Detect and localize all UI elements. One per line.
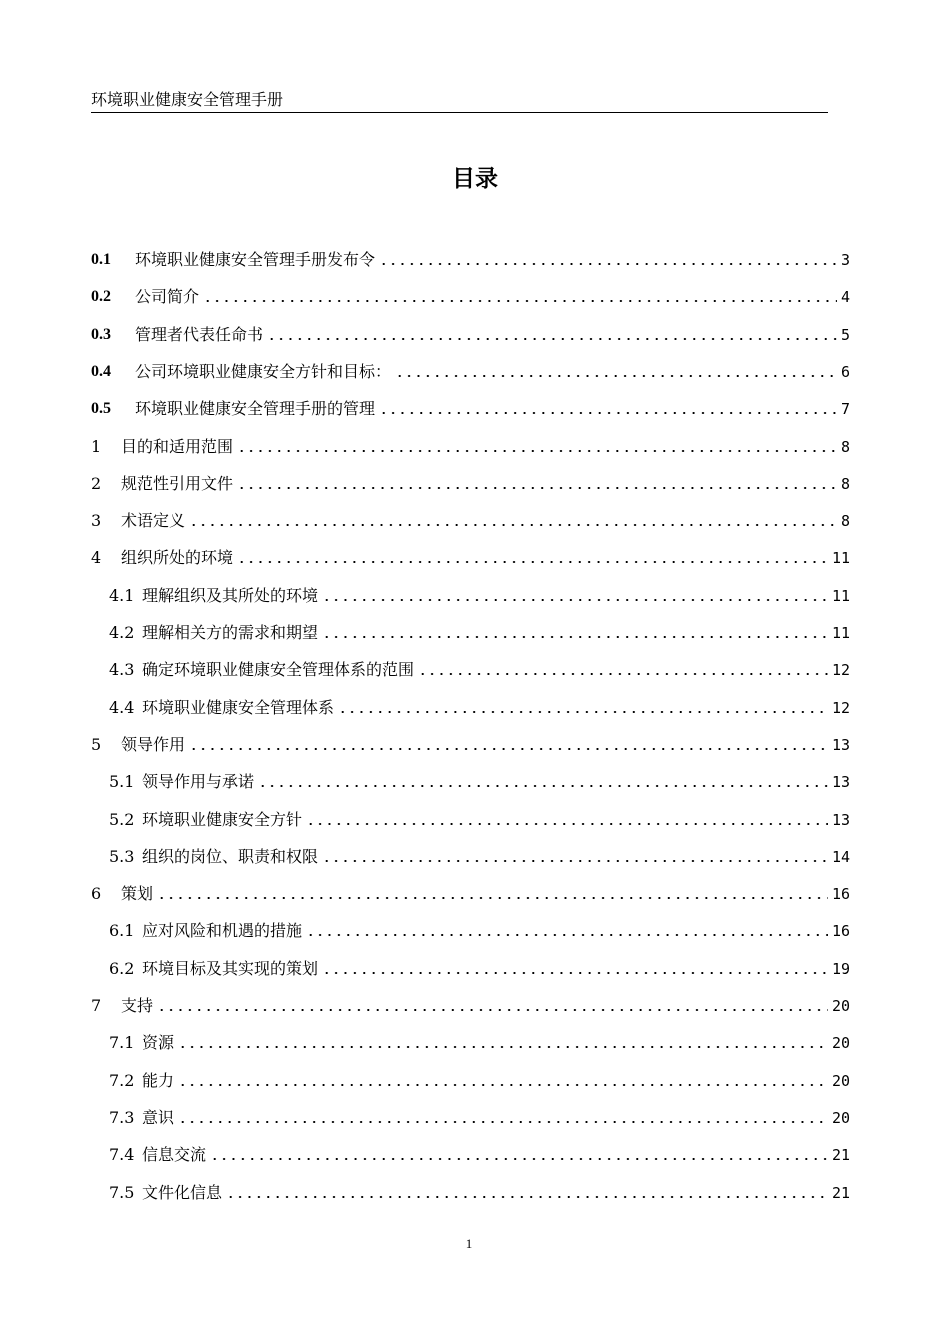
toc-entry[interactable] (91, 432, 850, 458)
toc-entry-number: 4.4 (109, 698, 135, 717)
toc-dot-leader (189, 747, 828, 751)
toc-entry-page: 20 (831, 1034, 850, 1052)
toc-dot-leader (322, 971, 828, 975)
toc-entry-title: 环境职业健康安全方针 (142, 810, 303, 829)
toc-entry[interactable] (109, 1178, 850, 1204)
toc-entry[interactable] (91, 282, 850, 308)
toc-entry[interactable] (91, 543, 850, 569)
toc-entry-title: 管理者代表任命书 (135, 325, 264, 344)
toc-dot-leader (178, 1083, 828, 1087)
toc-entry-title: 确定环境职业健康安全管理体系的范围 (142, 660, 415, 679)
toc-entry-title: 公司简介 (135, 287, 200, 306)
toc-entry-page: 5 (840, 326, 850, 344)
toc-entry-number: 1 (91, 437, 102, 456)
toc-entry[interactable] (109, 1066, 850, 1092)
toc-entry[interactable] (109, 618, 850, 644)
header-title: 环境职业健康安全管理手册 (91, 90, 284, 109)
toc-entry[interactable] (109, 805, 850, 831)
toc-entry[interactable] (91, 506, 850, 532)
toc-entry-number: 4.2 (109, 623, 135, 642)
document-title: 目录 (452, 166, 498, 192)
toc-entry-page: 21 (831, 1184, 850, 1202)
toc-entry-page: 4 (840, 288, 850, 306)
toc-entry[interactable] (91, 469, 850, 495)
toc-entry-number: 4.3 (109, 660, 135, 679)
toc-dot-leader (306, 933, 828, 937)
toc-entry-number: 6.2 (109, 959, 135, 978)
toc-entry-number: 7.5 (109, 1183, 135, 1202)
toc-entry-number: 6 (91, 884, 102, 903)
toc-dot-leader (379, 411, 837, 415)
toc-entry[interactable] (91, 357, 850, 383)
toc-entry-page: 8 (840, 512, 850, 530)
toc-entry-page: 11 (831, 549, 850, 567)
toc-entry-title: 环境目标及其实现的策划 (142, 959, 319, 978)
toc-dot-leader (178, 1120, 828, 1124)
toc-entry-title: 能力 (142, 1071, 175, 1090)
toc-entry-number: 5.1 (109, 772, 135, 791)
toc-entry-page: 14 (831, 848, 850, 866)
toc-dot-leader (203, 299, 837, 303)
toc-entry-title: 领导作用与承诺 (142, 772, 255, 791)
toc-entry-title: 组织的岗位、职责和权限 (142, 847, 319, 866)
toc-entry[interactable] (91, 879, 850, 905)
toc-entry-number: 7 (91, 996, 102, 1015)
toc-entry-number: 0.1 (91, 251, 111, 268)
toc-entry-title: 环境职业健康安全管理手册的管理 (135, 399, 376, 418)
toc-entry-page: 20 (831, 997, 850, 1015)
toc-entry-number: 5 (91, 735, 102, 754)
toc-dot-leader (395, 374, 837, 378)
toc-entry-page: 16 (831, 885, 850, 903)
toc-entry-number: 4.1 (109, 586, 135, 605)
toc-entry-page: 20 (831, 1109, 850, 1127)
toc-entry[interactable] (109, 1103, 850, 1129)
toc-entry[interactable] (91, 730, 850, 756)
toc-entry[interactable] (109, 581, 850, 607)
toc-entry-number: 0.3 (91, 326, 111, 343)
toc-entry-number: 6.1 (109, 921, 135, 940)
toc-entry-page: 16 (831, 922, 850, 940)
toc-entry-page: 12 (831, 661, 850, 679)
toc-entry-number: 0.4 (91, 363, 111, 380)
toc-dot-leader (157, 1008, 828, 1012)
toc-entry-title: 目的和适用范围 (121, 437, 234, 456)
toc-entry[interactable] (109, 1028, 850, 1054)
toc-entry-page: 3 (840, 251, 850, 269)
toc-entry-page: 13 (831, 736, 850, 754)
toc-entry-title: 应对风险和机遇的措施 (142, 921, 303, 940)
toc-entry[interactable] (109, 655, 850, 681)
toc-entry-title: 公司环境职业健康安全方针和目标： (135, 362, 392, 381)
toc-entry-title: 资源 (142, 1033, 175, 1052)
toc-entry-number: 5.2 (109, 810, 135, 829)
toc-entry-page: 8 (840, 438, 850, 456)
toc-entry-page: 21 (831, 1146, 850, 1164)
toc-entry-number: 7.1 (109, 1033, 135, 1052)
toc-entry-number: 0.5 (91, 400, 111, 417)
toc-entry-title: 环境职业健康安全管理手册发布令 (135, 250, 376, 269)
toc-entry-title: 环境职业健康安全管理体系 (142, 698, 335, 717)
toc-dot-leader (258, 784, 828, 788)
toc-entry-page: 13 (831, 811, 850, 829)
toc-entry-number: 5.3 (109, 847, 135, 866)
toc-entry-number: 7.3 (109, 1108, 135, 1127)
page-number: 1 (465, 1236, 473, 1251)
toc-entry-title: 策划 (121, 884, 154, 903)
toc-dot-leader (178, 1045, 828, 1049)
toc-entry-page: 19 (831, 960, 850, 978)
toc-entry-title: 术语定义 (121, 511, 186, 530)
toc-entry-number: 4 (91, 548, 102, 567)
toc-entry[interactable] (91, 991, 850, 1017)
toc-entry-page: 20 (831, 1072, 850, 1090)
toc-dot-leader (322, 598, 828, 602)
toc-entry-page: 11 (831, 624, 850, 642)
toc-dot-leader (157, 896, 828, 900)
toc-entry-title: 理解相关方的需求和期望 (142, 623, 319, 642)
toc-entry-title: 意识 (142, 1108, 175, 1127)
toc-entry-number: 7.4 (109, 1145, 135, 1164)
toc-entry-number: 3 (91, 511, 102, 530)
toc-entry-page: 13 (831, 773, 850, 791)
toc-dot-leader (379, 262, 837, 266)
toc-entry-title: 文件化信息 (142, 1183, 223, 1202)
toc-dot-leader (306, 822, 828, 826)
toc-dot-leader (418, 672, 828, 676)
toc-entry-page: 6 (840, 363, 850, 381)
toc-entry-page: 12 (831, 699, 850, 717)
toc-entry-title: 领导作用 (121, 735, 186, 754)
toc-entry[interactable] (109, 693, 850, 719)
toc-dot-leader (237, 486, 837, 490)
toc-entry-title: 支持 (121, 996, 154, 1015)
toc-entry[interactable] (109, 842, 850, 868)
toc-entry-number: 7.2 (109, 1071, 135, 1090)
toc-dot-leader (226, 1195, 828, 1199)
toc-entry-number: 0.2 (91, 288, 111, 305)
toc-dot-leader (322, 859, 828, 863)
toc-entry[interactable] (109, 954, 850, 980)
toc-dot-leader (267, 337, 837, 341)
toc-entry-title: 规范性引用文件 (121, 474, 234, 493)
toc-dot-leader (237, 449, 837, 453)
toc-entry-title: 组织所处的环境 (121, 548, 234, 567)
toc-dot-leader (322, 635, 828, 639)
toc-entry[interactable] (91, 394, 850, 420)
toc-entry[interactable] (91, 320, 850, 346)
toc-entry[interactable] (109, 1140, 850, 1166)
toc-dot-leader (338, 710, 828, 714)
toc-entry-number: 2 (91, 474, 102, 493)
toc-dot-leader (237, 560, 828, 564)
toc-entry[interactable] (91, 245, 850, 271)
toc-entry[interactable] (109, 767, 850, 793)
toc-entry-page: 11 (831, 587, 850, 605)
toc-dot-leader (210, 1157, 828, 1161)
toc-entry-title: 理解组织及其所处的环境 (142, 586, 319, 605)
toc-entry-page: 8 (840, 475, 850, 493)
toc-dot-leader (189, 523, 837, 527)
toc-entry[interactable] (109, 916, 850, 942)
toc-entry-title: 信息交流 (142, 1145, 207, 1164)
toc-entry-page: 7 (840, 400, 850, 418)
